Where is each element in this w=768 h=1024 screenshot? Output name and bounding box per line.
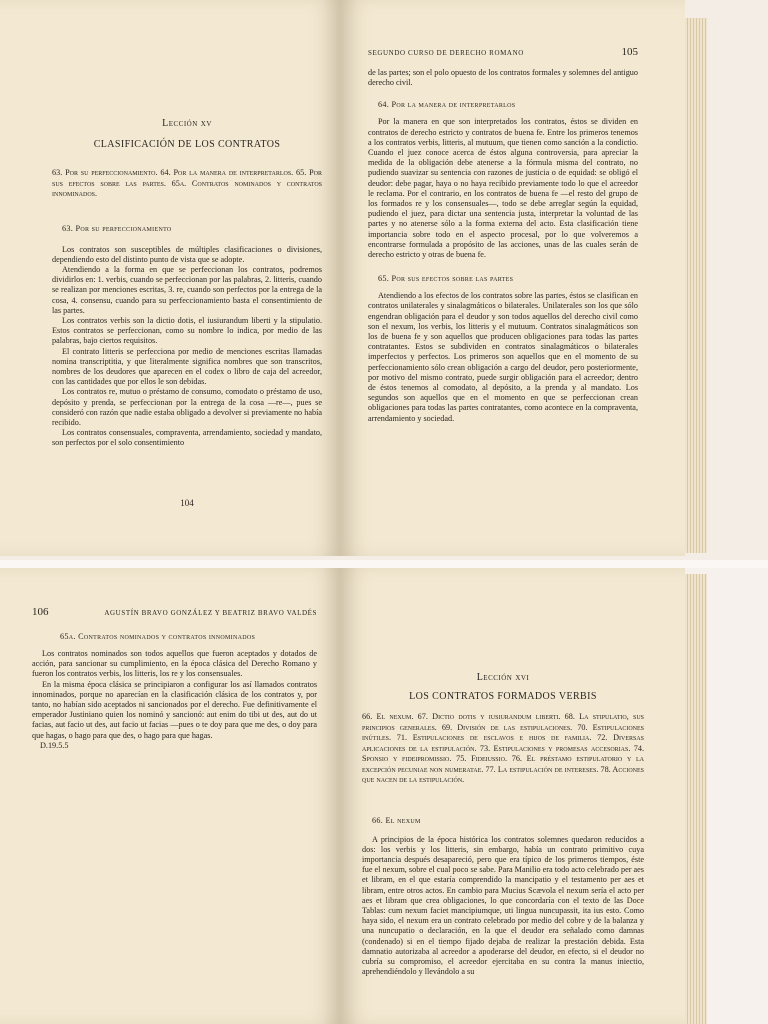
body-text	[32, 649, 317, 741]
page-105	[340, 0, 685, 556]
page-106	[0, 568, 340, 1024]
paragraph: Los contratos nominados son todos aquellos que fueron aceptados y dotados de acción, para sancionar su cumplimiento, en la época clásica del Derecho Romano y fueron los contratos verbis, los litteris, los re y los consensuales.	[32, 649, 317, 679]
section-heading: 64. Por la manera de interpretarlos	[378, 100, 516, 110]
page-number: 105	[621, 46, 638, 58]
page-folio: 104	[180, 498, 194, 508]
lesson-label: Lección xvi	[476, 672, 530, 683]
lesson-summary: 66. El nexum. 67. Dictio dotis y iusiurandum liberti. 68. La stipulatio, sus principios generales. 69. División de las estipulaciones. 70. Estipulaciones inútiles. 71. Estipulaciones de esclavos e hijos de familia. 72. Diversas aplicaciones de la estipulación. 73. Estipulaciones y promesas accesorias. 74. Sponsio y fideipromissio. 75. Fideiussio. 76. El préstamo estipulatorio y la excepción pecuniae non numeratae. 77. La estipulación de intereses. 78. Acciones que nacen de la estipulación.	[362, 712, 644, 784]
body-text	[52, 245, 322, 449]
running-head	[368, 46, 638, 58]
paragraph: Atendiendo a la forma en que se perfeccionan los contratos, podremos dividirlos en: 1. verbis, cuando se perfeccionan por las palabras, 2. litteris, cuando se realizan por menciones escritas, 3. re, cuando son perfectos por la entrega de la cosa, 4. consensu, cuando para su perfeccionamiento basta el consentimiento de las partes.	[52, 264, 322, 315]
paragraph: Los contratos consensuales, compraventa, arrendamiento, sociedad y mandato, son perfectos por el solo consentimiento	[52, 428, 322, 448]
page-edge	[685, 574, 707, 1024]
paragraph: A principios de la época histórica los contratos solemnes quedaron reducidos a dos: los verbis y los litteris, sin embargo, había un contrato primitivo cuya importancia después desapareció, pero que era típico de los primeros tiempos, éste fue el nexum, sobre el cual poco se sabe. Para Manilio era todo acto celebrado per aes et libram, en el que estaría comprendido la mancipatio y el testamento per aes et libram, entre otros actos. En cambio para Mucius Scævola el nexum sería el acto per aes et libram que crea obligaciones, lo que concordaría con el texto de las Doce Tablas: cum nexum faciet mancipiumque, uti lingua nuncupassit, ita ius esto. Como haya sido, el nexum era un contrato celebrado por medio del cobre y de la balanza y una nuncupatio o declaración, en la que el deudor era señalado como damnas (condenado) si en el tiempo fijado dejaba de realizar la prestación debida. Esta damnatio autorizaba al acreedor a apoderarse del deudor, en efecto, si el deudor no cubría su compromiso, el acreedor ejercitaba en su contra la manus iniectio, aprehendiéndolo y llevándolo a su	[362, 834, 644, 977]
paragraph: Los contratos son susceptibles de múltiples clasificaciones o divisiones, dependiendo esto del distinto punto de vista que se adopte.	[52, 244, 322, 264]
running-head	[32, 606, 317, 618]
paragraph: Por la manera en que son interpretados los contratos, éstos se dividen en contratos de derecho estricto y contratos de buena fe. Entre los primeros tenemos a los contratos verbis, litteris, al mutuum, que tienen como sanción a la condictio. Cuando el juez conoce acerca de éstos alguna controversia, para apreciar la medida de la obligación debe atenerse a la fórmula misma del contrato, no pudiendo suavizar su sentencia con razones de justicia o de equidad: se obligó el deudor: debe pagar, haya o no haya recibido previamente todo lo que el acreedor le reclama. Por el contrario, en los contratos de buena fe —el resto del grupo de los formados re y los consensuales—, todo se debe arreglar según la equidad, pudiendo el juez, para dictar una sentencia justa, interpretar la voluntad de las partes y no atenerse sólo a la forma externa del acto. Esta clasificación tiene importancia sobre todo en el aspecto procesal, por lo que volveremos a encontrarse formulada a propósito de las acciones, unas de las cuales serán de derecho estricto y otras de buena fe.	[368, 117, 638, 260]
paragraph: de las partes; son el polo opuesto de los contratos formales y solemnes del antiguo derecho civil.	[368, 68, 638, 88]
page-edge	[685, 18, 707, 553]
paragraph: En la misma época clásica se principiaron a configurar los así llamados contratos innominados, porque no aparecían en la clasificación clásica de los contratos y, por tanto, no habían sido aceptados ni sancionados por el derecho. Fue definitivamente el emperador Justiniano quien los nominó y sancionó: aut enim do tibi ut des, aut do ut facias, aut facio ut des, aut facio ut facias —pues o te doy para que me des, o doy para que hagas, o hago para que des, o hago para que hagas.	[32, 679, 317, 740]
citation: D.19.5.5	[40, 740, 69, 750]
section-heading: 65. Por sus efectos sobre las partes	[378, 274, 514, 284]
paragraph: El contrato litteris se perfecciona por medio de menciones escritas llamadas nomina transcriptitia, y que literalmente significa nombres que son transcritos, nombres de los deudores que aparecen en el codex o libro de caja del acreedor, con las cantidades que por ellos le son debidas.	[52, 346, 322, 387]
page-104	[0, 0, 340, 556]
lesson-title: LOS CONTRATOS FORMADOS VERBIS	[409, 691, 597, 702]
lesson-summary: 63. Por su perfeccionamiento. 64. Por la manera de interpretarlos. 65. Por sus efectos sobre las partes. 65a. Contratos nominados y contratos innominados.	[52, 168, 322, 198]
lesson-title: CLASIFICACIÓN DE LOS CONTRATOS	[93, 139, 281, 150]
page-107	[340, 568, 685, 1024]
section-heading: 63. Por su perfeccionamiento	[62, 223, 172, 233]
lesson-label: Lección xv	[162, 118, 212, 129]
section-heading: 66. El nexum	[372, 815, 421, 825]
paragraph: Los contratos verbis son la dictio dotis, el iusiurandum liberti y la stipulatio. Estos contratos se perfeccionan, como su nombre lo indica, por medio de las palabras, bajo ciertos requisitos.	[52, 315, 322, 346]
section-heading: 65a. Contratos nominados y contratos innominados	[60, 632, 256, 641]
bottom-book-spread	[0, 568, 768, 1024]
paragraph: Los contratos re, mutuo o préstamo de consumo, comodato o préstamo de uso, depósito y prenda, se perfeccionan por la entrega de la cosa —re—, pues se consideró con razón que nadie estaba obligado a devolver si previamente no había recibido.	[52, 387, 322, 427]
running-head-title: SEGUNDO CURSO DE DERECHO ROMANO	[368, 49, 524, 57]
page-number: 106	[32, 606, 49, 618]
running-head-title: AGUSTÍN BRAVO GONZÁLEZ Y BEATRIZ BRAVO VALDÉS	[104, 609, 317, 617]
paragraph: Atendiendo a los efectos de los contratos sobre las partes, éstos se clasifican en contratos unilaterales y sinalagmáticos o bilaterales. Unilaterales son los que sólo engendran obligación para el deudor y son todos aquellos del derecho civil como son el nexum, los verbis, los litteris y el mutuum. Contratos sinalagmáticos son los de buena fe y son aquellos que producen obligaciones para todas las partes contratantes. Estos se subdividen en contratos sinalagmáticos o bilaterales imperfectos y perfectos. Los primeros son aquellos que en el momento de su perfeccionamiento sólo crean obligación a cargo del deudor, pero posteriormente, por motivo del mismo contrato, puede surgir obligación para el acreedor; dentro de éstos tenemos al comodato, al depósito, a la prenda y al mandato. Los segundos son aquellos que en el momento en que se perfeccionan crean obligaciones para todas las partes contratantes, como acontece en la compraventa, arrendamiento y sociedad.	[368, 291, 638, 423]
